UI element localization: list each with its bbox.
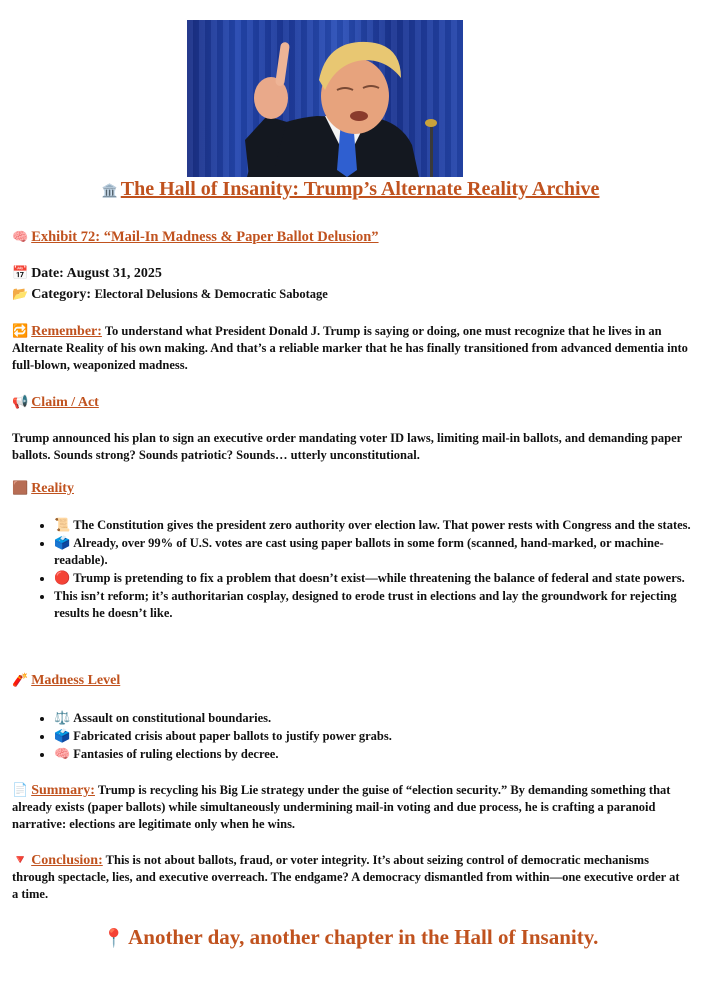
brain-icon: 🧠: [54, 747, 71, 762]
repeat-icon: 🔁: [12, 324, 29, 339]
list-item: [54, 517, 701, 534]
scales-icon: ⚖️: [54, 711, 71, 726]
remember-text: To understand what President Donald J. Trump is saying or doing, one must recognize that he lives in an Alternate Reality of his own making. And that’s a reliable marker that he has finally transitioned from advanced dementia into full-blown, weaponized madness.: [12, 324, 688, 372]
claim-text: Trump announced his plan to sign an executive order mandating voter ID laws, limiting mail-in ballots, and demanding paper ballots. Sounds strong? Sounds patriotic? Sounds… utterly unconstitutional.: [12, 431, 683, 462]
page-title: [0, 178, 701, 201]
scroll-icon: 📜: [54, 518, 71, 533]
madness-list: [28, 710, 701, 764]
pin-icon: 📍: [102, 928, 126, 949]
red-circle-icon: 🔴: [54, 571, 71, 586]
list-item: [54, 728, 701, 745]
folder-icon: 📂: [12, 287, 29, 302]
category-label: Category:: [31, 287, 92, 302]
list-item: [54, 588, 701, 622]
claim-label: Claim / Act: [31, 395, 99, 410]
list-item: [54, 746, 701, 763]
summary-paragraph: [12, 782, 688, 833]
list-item: [54, 710, 701, 727]
list-item-text: This isn’t reform; it’s authoritarian cosplay, designed to erode trust in elections and lay the groundwork for rejecting results he doesn’t like.: [54, 589, 677, 620]
claim-heading: [12, 395, 99, 411]
list-item-text: The Constitution gives the president zero authority over election law. That power rests with Congress and the states.: [73, 518, 691, 532]
summary-label: Summary:: [31, 783, 95, 798]
exhibit-label: Exhibit 72: “Mail-In Madness & Paper Ballot Delusion”: [31, 229, 379, 245]
date-value: August 31, 2025: [66, 266, 162, 281]
ballot-box-icon: 🗳️: [54, 729, 71, 744]
category-line: [12, 287, 328, 303]
date-label: Date:: [31, 266, 64, 281]
remember-label: Remember:: [31, 324, 102, 339]
ballot-box-icon: 🗳️: [54, 536, 71, 551]
closing-text: Another day, another chapter in the Hall of Insanity.: [128, 925, 599, 949]
firecracker-icon: 🧨: [12, 673, 29, 688]
reality-heading: [12, 481, 74, 497]
red-triangle-icon: 🔻: [12, 853, 29, 868]
conclusion-paragraph: [12, 852, 688, 903]
reality-list: [28, 517, 701, 623]
building-icon: 🏛️: [101, 184, 118, 199]
list-item-text: Fantasies of ruling elections by decree.: [73, 747, 279, 761]
date-line: [12, 266, 162, 282]
list-item: [54, 535, 701, 569]
summary-text: Trump is recycling his Big Lie strategy under the guise of “election security.” By demanding something that already exists (paper ballots) while simultaneously undermining mail-in voting and due process, he is crafting a paranoid narrative: elections are legitimate only when he wins.: [12, 783, 671, 831]
list-item-text: Assault on constitutional boundaries.: [73, 711, 272, 725]
madness-label: Madness Level: [31, 673, 121, 688]
brown-square-icon: 🟫: [12, 481, 29, 496]
list-item-text: Already, over 99% of U.S. votes are cast using paper ballots in some form (scanned, hand-marked, or machine-readable).: [54, 536, 664, 567]
trump-figure: [187, 20, 463, 177]
document-icon: 📄: [12, 783, 29, 798]
remember-paragraph: [12, 323, 688, 374]
list-item: [54, 570, 701, 587]
calendar-icon: 📅: [12, 266, 29, 281]
reality-label: Reality: [31, 481, 74, 496]
category-value: Electoral Delusions & Democratic Sabotage: [94, 287, 328, 301]
header-photo: [187, 20, 463, 177]
brain-icon: 🧠: [12, 230, 29, 245]
page-title-text: The Hall of Insanity: Trump’s Alternate Reality Archive: [120, 178, 600, 200]
conclusion-text: This is not about ballots, fraud, or voter integrity. It’s about seizing control of democratic mechanisms through spectacle, lies, and executive overreach. The endgame? A democracy dismantled from within—one executive order at a time.: [12, 853, 680, 901]
exhibit-heading: [12, 229, 379, 246]
madness-heading: [12, 673, 120, 689]
conclusion-label: Conclusion:: [31, 853, 103, 868]
closing-line: [0, 925, 701, 950]
megaphone-icon: 📢: [12, 395, 29, 410]
list-item-text: Trump is pretending to fix a problem that doesn’t exist—while threatening the balance of federal and state powers.: [73, 571, 685, 585]
list-item-text: Fabricated crisis about paper ballots to justify power grabs.: [73, 729, 392, 743]
